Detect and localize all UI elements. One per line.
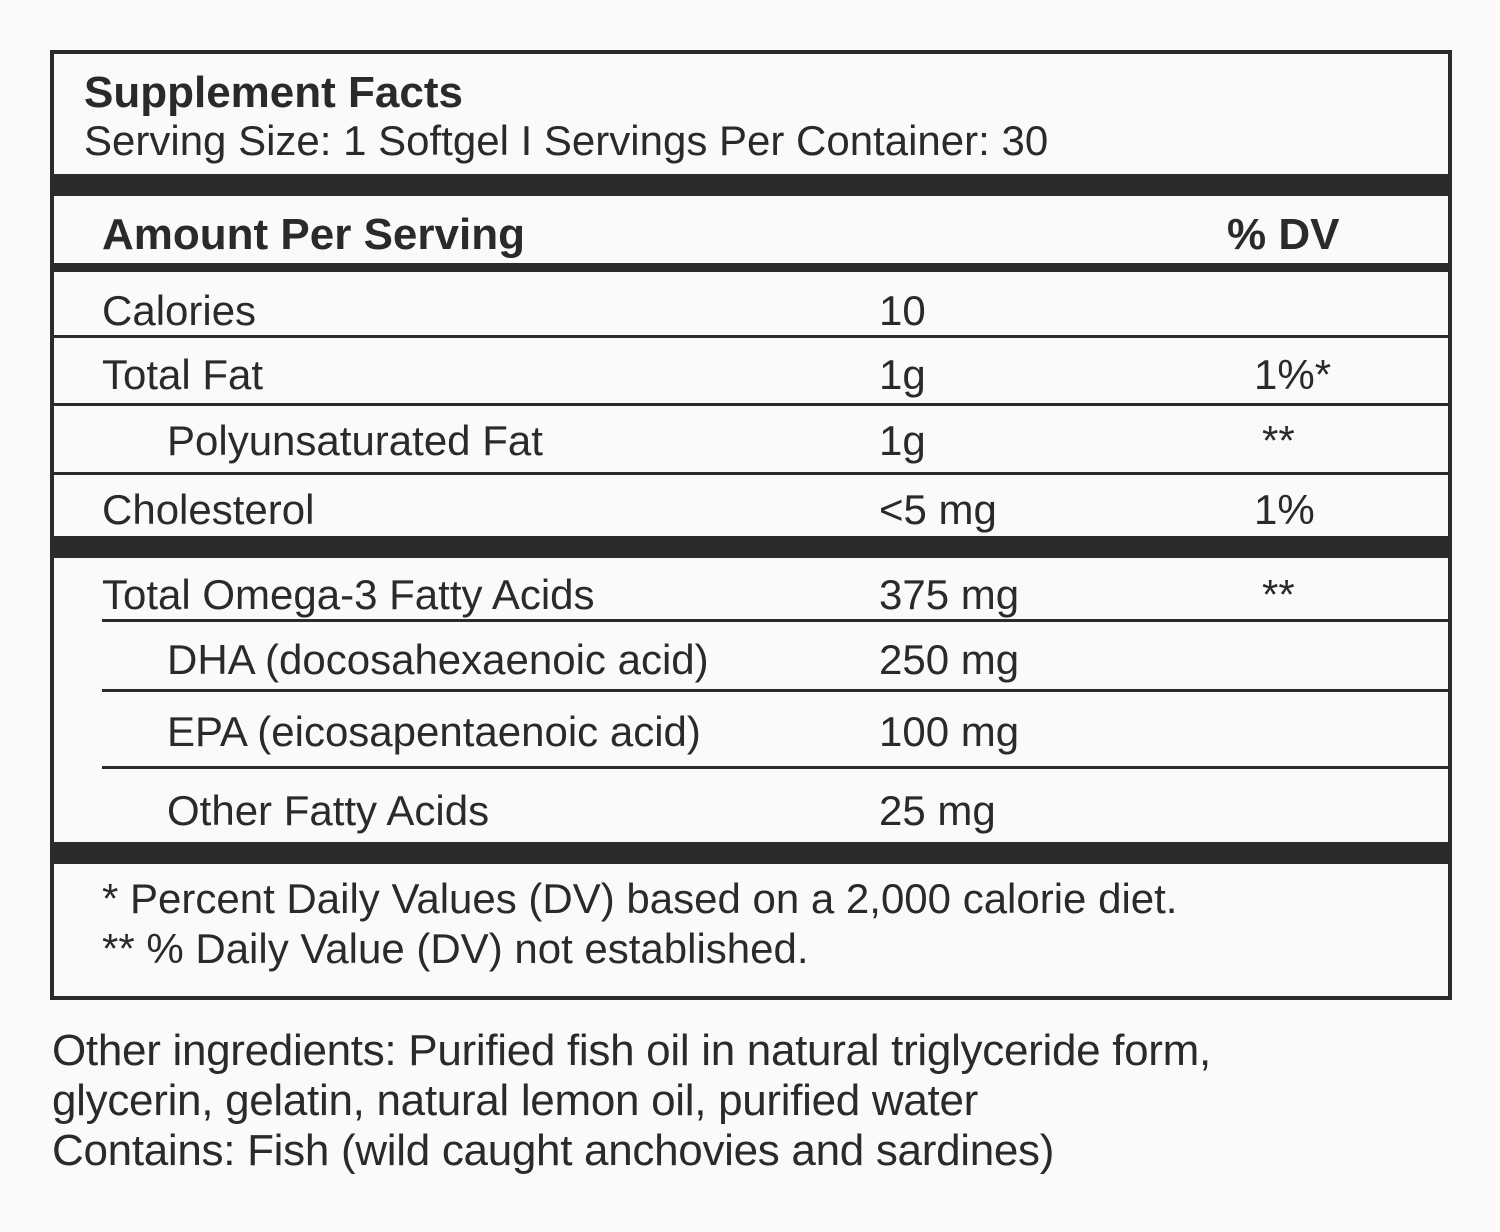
nutrient-dv: ** (1262, 417, 1295, 464)
nutrient-name: Calories (102, 287, 257, 334)
dv-header: % DV (1227, 210, 1340, 259)
nutrient-amount: 10 (879, 287, 926, 334)
serving-info: Serving Size: 1 Softgel I Servings Per Container: 30 (84, 117, 1049, 164)
thick-divider (54, 842, 1448, 864)
thick-divider (54, 174, 1448, 196)
footnote-dv-basis: * Percent Daily Values (DV) based on a 2,000 calorie diet. (102, 875, 1178, 922)
supplement-facts-panel (50, 50, 1452, 1000)
nutrient-name: Cholesterol (102, 486, 315, 533)
row-divider (102, 619, 1448, 622)
row-divider (102, 766, 1448, 769)
nutrient-name: Total Fat (102, 351, 264, 398)
amount-per-serving-header: Amount Per Serving (102, 210, 525, 259)
nutrient-amount: <5 mg (879, 486, 997, 533)
nutrient-name: Other Fatty Acids (167, 787, 490, 834)
other-ingredients-line: glycerin, gelatin, natural lemon oil, purified water (52, 1076, 978, 1125)
row-divider (54, 335, 1448, 338)
nutrient-amount: 375 mg (879, 571, 1020, 618)
nutrient-amount: 250 mg (879, 636, 1020, 683)
nutrient-dv: ** (1262, 571, 1295, 618)
nutrient-amount: 100 mg (879, 708, 1020, 755)
thick-divider (54, 536, 1448, 558)
medium-divider (54, 263, 1448, 272)
nutrient-dv: 1% (1254, 486, 1315, 533)
nutrient-amount: 1g (879, 417, 926, 464)
other-ingredients-line: Other ingredients: Purified fish oil in natural triglyceride form, (52, 1026, 1211, 1075)
row-divider (54, 403, 1448, 406)
nutrient-amount: 1g (879, 351, 926, 398)
nutrient-dv: 1%* (1254, 351, 1332, 398)
row-divider (102, 689, 1448, 692)
nutrient-name: DHA (docosahexaenoic acid) (167, 636, 709, 683)
footnotes (102, 874, 1177, 974)
allergen-statement: Contains: Fish (wild caught anchovies and sardines) (52, 1126, 1055, 1175)
nutrient-name: Total Omega-3 Fatty Acids (102, 571, 595, 618)
nutrient-name: Polyunsaturated Fat (167, 417, 543, 464)
nutrient-amount: 25 mg (879, 787, 996, 834)
nutrient-name: EPA (eicosapentaenoic acid) (167, 708, 701, 755)
other-ingredients (52, 1026, 1472, 1176)
panel-title: Supplement Facts (84, 68, 463, 117)
footnote-dv-not-established: ** % Daily Value (DV) not established. (102, 925, 809, 972)
panel-header (84, 68, 1048, 164)
row-divider (54, 472, 1448, 475)
